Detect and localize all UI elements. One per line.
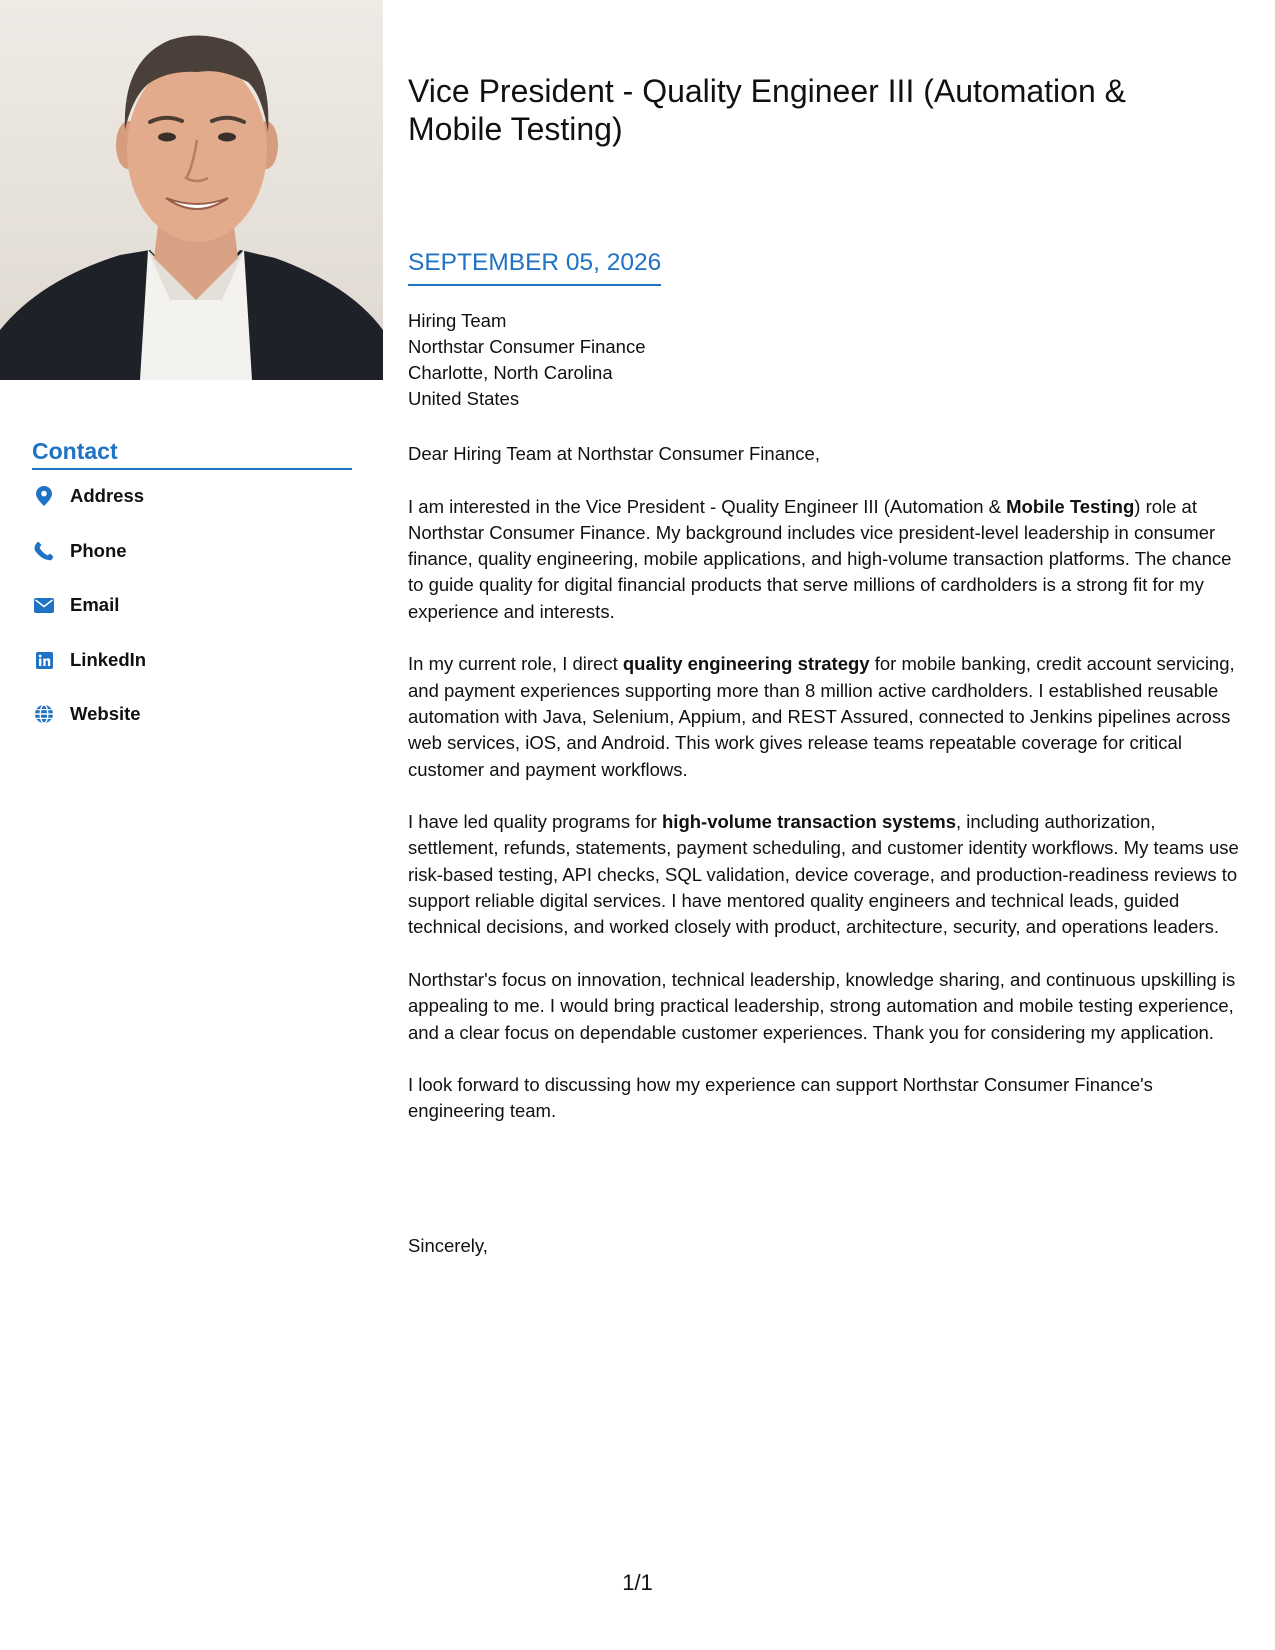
location-pin-icon [32, 484, 56, 508]
page-number: 1/1 [622, 1570, 653, 1595]
paragraph-1 [408, 494, 1248, 625]
paragraph-5: I look forward to discussing how my experience can support Northstar Consumer Finance's engineering team. [408, 1074, 1153, 1122]
linkedin-icon [32, 648, 56, 672]
recipient-line: Hiring Team [408, 310, 507, 331]
paragraph-4: Northstar's focus on innovation, technical leadership, knowledge sharing, and continuous upskilling is appealing to me. I would bring practical leadership, strong automation and mobile testing experience, and a clear focus on dependable customer experiences. Thank you for considering my application. [408, 968, 1236, 1043]
contact-label: LinkedIn [70, 649, 147, 670]
letter-body [408, 441, 1248, 1151]
globe-icon [32, 702, 56, 726]
emphasis-text: high-volume transaction systems [662, 811, 957, 833]
recipient-line: Northstar Consumer Finance [408, 336, 646, 357]
envelope-icon [32, 593, 56, 617]
text-run: In my current role, I direct [408, 653, 623, 675]
emphasis-text: quality engineering strategy [622, 653, 870, 675]
emphasis-text: Mobile Testing [1006, 495, 1135, 517]
sidebar [32, 436, 352, 724]
contact-label: Website [70, 703, 141, 724]
text-run: for mobile banking, credit account servicing, and payment experiences supporting more than 8 million active cardholders. I established reusable automation with Java, Selenium, Appium, and REST Assured, connected to Jenkins pipelines across web services, iOS, and Android. This work gives release teams repeatable coverage for critical customer and payment workflows. [408, 653, 1235, 780]
job-title: Vice President - Quality Engineer III (Automation & Mobile Testing) [408, 73, 1126, 147]
contact-item-phone[interactable] [32, 536, 127, 566]
contact-item-address[interactable] [32, 481, 144, 511]
contact-item-email[interactable] [32, 590, 119, 620]
contact-item-website[interactable] [32, 699, 141, 729]
contact-label: Email [70, 594, 120, 615]
recipient-line: Charlotte, North Carolina [408, 362, 613, 383]
recipient-block [408, 308, 646, 412]
text-run: I have led quality programs for [408, 811, 662, 833]
closing: Sincerely, [408, 1235, 488, 1256]
paragraph-3 [408, 809, 1248, 940]
text-run: , including authorization, settlement, refunds, statements, payment scheduling, and customer identity workflows. My teams use risk-based testing, API checks, SQL validation, device coverage, and production-readiness reviews to support reliable digital services. I have mentored quality engineers and technical leads, guided technical decisions, and worked closely with product, architecture, security, and operations leaders. [408, 811, 1239, 938]
contact-item-linkedin[interactable] [32, 645, 146, 675]
paragraph-2 [408, 651, 1248, 782]
contact-heading: Contact [32, 436, 352, 470]
text-run: ) role at Northstar Consumer Finance. My background includes vice president-level leadership in consumer finance, quality engineering, mobile applications, and high-volume transaction platforms. The chance to guide quality for digital financial products that serve millions of cardholders is a strong fit for my experience and interests. [408, 495, 1232, 622]
contact-label: Phone [70, 540, 127, 561]
text-run: I am interested in the Vice President - Quality Engineer III (Automation & [408, 495, 1007, 517]
contact-label: Address [70, 485, 145, 506]
profile-photo [0, 0, 383, 380]
letter-date: SEPTEMBER 05, 2026 [408, 248, 661, 286]
recipient-line: United States [408, 388, 520, 409]
phone-icon [32, 539, 56, 563]
salutation: Dear Hiring Team at Northstar Consumer Finance, [408, 443, 820, 464]
